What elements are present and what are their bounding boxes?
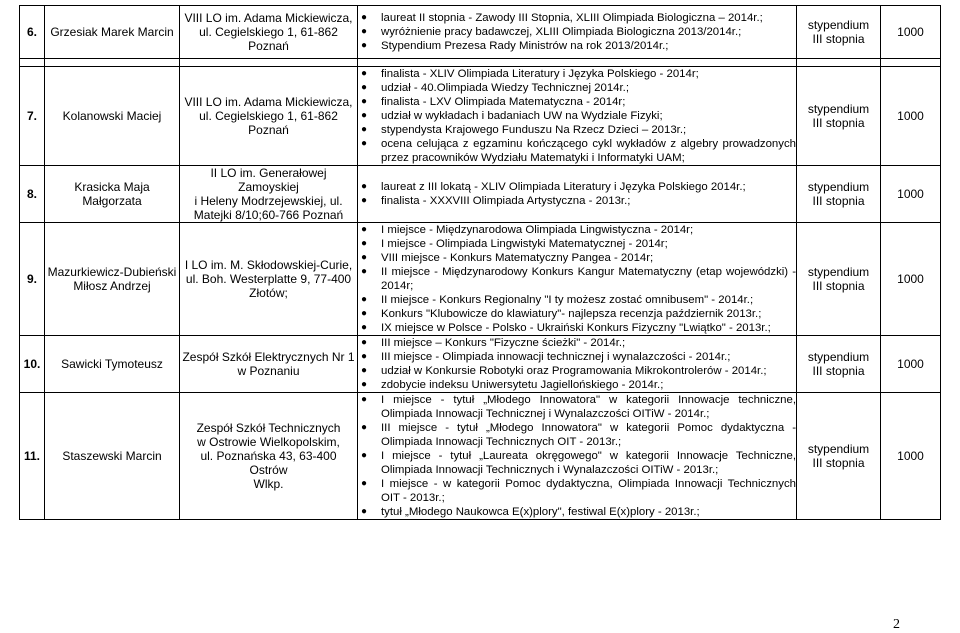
award-amount: 1000 — [881, 6, 941, 59]
list-item — [358, 378, 796, 392]
student-name: Mazurkiewicz-Dubieński Miłosz Andrzej — [45, 223, 180, 336]
list-item — [358, 336, 796, 350]
award-line: III stopnia — [812, 456, 865, 470]
award-line: stypendium — [807, 18, 870, 32]
achievement-text: ocena celująca z egzaminu kończącego cykl wykładów z algebry prowadzonych przez pracowników Wydziału Matematyki i Informatyki UAM; — [381, 138, 796, 164]
achievement-text: VIII miejsce - Konkurs Matematyczny Pangea - 2014r; — [381, 252, 654, 264]
row-number: 6. — [20, 6, 45, 59]
school-line: Złotów; — [249, 286, 288, 300]
list-item — [358, 477, 796, 505]
award-line: III stopnia — [812, 116, 865, 130]
bullet-icon: ● — [361, 68, 368, 79]
award-type — [797, 336, 881, 393]
school-line: VIII LO im. Adama Mickiewicza, — [184, 11, 353, 25]
list-item — [358, 237, 796, 251]
award-line: III stopnia — [812, 194, 865, 208]
award-type — [797, 393, 881, 520]
award-line: stypendium — [807, 265, 870, 279]
school-line: w Ostrowie Wielkopolskim, — [197, 435, 340, 449]
student-name: Krasicka Maja Małgorzata — [45, 166, 180, 223]
school-line: II LO im. Generałowej Zamoyskiej — [210, 166, 327, 194]
school-line: I LO im. M. Skłodowskiej-Curie, — [184, 258, 353, 272]
school-address — [180, 67, 358, 166]
table-row — [20, 6, 941, 59]
achievements-list — [358, 67, 796, 165]
bullet-icon: ● — [361, 351, 368, 362]
bullet-icon: ● — [361, 365, 368, 376]
list-item — [358, 505, 796, 519]
bullet-icon: ● — [361, 252, 368, 263]
list-item — [358, 393, 796, 421]
list-item — [358, 95, 796, 109]
spacer-cell — [180, 59, 358, 67]
achievement-text: udział - 40.Olimpiada Wiedzy Technicznej 2014r.; — [381, 82, 629, 94]
achievement-text: III miejsce - Olimpiada innowacji technicznej i wynalazczości - 2014r.; — [381, 351, 731, 363]
list-item — [358, 321, 796, 335]
bullet-icon: ● — [361, 478, 368, 489]
achievements-cell — [358, 393, 797, 520]
achievements-cell — [358, 6, 797, 59]
table-row — [20, 166, 941, 223]
achievement-text: Stypendium Prezesa Rady Ministrów na rok 2013/2014r.; — [381, 40, 669, 52]
bullet-icon: ● — [361, 26, 368, 37]
bullet-icon: ● — [361, 96, 368, 107]
achievements-cell — [358, 67, 797, 166]
achievements-list — [358, 11, 796, 53]
achievement-text: I miejsce - Olimpiada Lingwistyki Matematycznej - 2014r; — [381, 238, 668, 250]
list-item — [358, 251, 796, 265]
achievement-text: wyróżnienie pracy badawczej, XLIII Olimpiada Biologiczna 2013/2014r.; — [381, 26, 742, 38]
bullet-icon: ● — [361, 181, 368, 192]
achievement-text: finalista - LXV Olimpiada Matematyczna - 2014r; — [381, 96, 626, 108]
award-amount: 1000 — [881, 67, 941, 166]
school-line: i Heleny Modrzejewskiej, ul. — [194, 194, 343, 208]
bullet-icon: ● — [361, 224, 368, 235]
bullet-icon: ● — [361, 308, 368, 319]
list-item — [358, 67, 796, 81]
achievement-text: udział w wykładach i badaniach UW na Wydziale Fizyki; — [381, 110, 663, 122]
list-item — [358, 11, 796, 25]
achievement-text: I miejsce - tytuł „Laureata okręgowego" w kategorii Innowacje Techniczne, Olimpiada Innowacji Technicznych i Wynalazczości OITiW - 2013r.; — [381, 450, 796, 476]
bullet-icon: ● — [361, 266, 368, 277]
list-item — [358, 109, 796, 123]
bullet-icon: ● — [361, 40, 368, 51]
achievement-text: zdobycie indeksu Uniwersytetu Jagiellońskiego - 2014r.; — [381, 379, 664, 391]
bullet-icon: ● — [361, 195, 368, 206]
list-item — [358, 123, 796, 137]
achievements-list — [358, 393, 796, 519]
school-address — [180, 336, 358, 393]
spacer-cell — [797, 59, 881, 67]
list-item — [358, 307, 796, 321]
achievement-text: I miejsce - Międzynarodowa Olimpiada Lingwistyczna - 2014r; — [381, 224, 694, 236]
school-line: Poznań — [248, 39, 289, 53]
award-type — [797, 6, 881, 59]
school-line: ul. Cegielskiego 1, 61-862 — [199, 109, 338, 123]
list-item — [358, 449, 796, 477]
award-line: stypendium — [807, 102, 870, 116]
row-number: 7. — [20, 67, 45, 166]
table-row — [20, 393, 941, 520]
award-type — [797, 223, 881, 336]
award-amount: 1000 — [881, 166, 941, 223]
school-line: Zespół Szkół Elektrycznych Nr 1 — [182, 350, 355, 364]
bullet-icon: ● — [361, 138, 368, 149]
spacer-cell — [20, 59, 45, 67]
bullet-icon: ● — [361, 450, 368, 461]
achievements-list — [358, 223, 796, 335]
achievement-text: III miejsce - tytuł „Młodego Innowatora" w kategorii Pomoc dydaktyczna - Olimpiada Innowacji Technicznych OIT - 2013r.; — [381, 422, 796, 448]
school-address — [180, 6, 358, 59]
table-row — [20, 67, 941, 166]
achievement-text: I miejsce - w kategorii Pomoc dydaktyczna, Olimpiada Innowacji Technicznych OIT - 2013r.; — [381, 478, 796, 504]
scholarship-table — [19, 5, 941, 520]
list-item — [358, 350, 796, 364]
bullet-icon: ● — [361, 322, 368, 333]
table-row — [20, 336, 941, 393]
achievements-cell — [358, 223, 797, 336]
award-amount: 1000 — [881, 223, 941, 336]
table-body — [20, 6, 941, 520]
row-number: 9. — [20, 223, 45, 336]
school-address — [180, 223, 358, 336]
school-line: Matejki 8/10;60-766 Poznań — [193, 208, 344, 222]
bullet-icon: ● — [361, 124, 368, 135]
achievement-text: III miejsce – Konkurs "Fizyczne ścieżki" - 2014r.; — [381, 337, 626, 349]
achievements-list — [358, 336, 796, 392]
list-item — [358, 265, 796, 293]
school-line: Wlkp. — [253, 477, 284, 491]
bullet-icon: ● — [361, 82, 368, 93]
award-amount: 1000 — [881, 336, 941, 393]
list-item — [358, 39, 796, 53]
row-number: 8. — [20, 166, 45, 223]
award-line: III stopnia — [812, 32, 865, 46]
achievement-text: I miejsce - tytuł „Młodego Innowatora" w kategorii Innowacje techniczne, Olimpiada Innowacji Technicznej i Wynalazczości OITiW - 2014r.; — [381, 394, 796, 420]
scholarship-table-wrapper — [19, 5, 941, 520]
achievement-text: tytuł „Młodego Naukowca E(x)plory", festiwal E(x)plory - 2013r.; — [381, 506, 700, 518]
list-item — [358, 364, 796, 378]
school-line: ul. Boh. Westerplatte 9, 77-400 — [185, 272, 352, 286]
row-spacer — [20, 59, 941, 67]
school-line: VIII LO im. Adama Mickiewicza, — [184, 95, 353, 109]
bullet-icon: ● — [361, 379, 368, 390]
bullet-icon: ● — [361, 238, 368, 249]
achievement-text: finalista - XXXVIII Olimpiada Artystyczna - 2013r.; — [381, 195, 631, 207]
award-line: stypendium — [807, 350, 870, 364]
school-line: w Poznaniu — [237, 364, 300, 378]
bullet-icon: ● — [361, 394, 368, 405]
achievement-text: laureat z III lokatą - XLIV Olimpiada Literatury i Języka Polskiego 2014r.; — [381, 181, 746, 193]
bullet-icon: ● — [361, 422, 368, 433]
list-item — [358, 81, 796, 95]
award-line: III stopnia — [812, 279, 865, 293]
achievement-text: II miejsce - Międzynarodowy Konkurs Kangur Matematyczny (etap wojewódzki) - 2014r; — [381, 266, 796, 292]
achievement-text: laureat II stopnia - Zawody III Stopnia, XLIII Olimpiada Biologiczna – 2014r.; — [381, 12, 763, 24]
list-item — [358, 223, 796, 237]
list-item — [358, 25, 796, 39]
achievement-text: stypendysta Krajowego Funduszu Na Rzecz Dzieci – 2013r.; — [381, 124, 687, 136]
student-name: Sawicki Tymoteusz — [45, 336, 180, 393]
bullet-icon: ● — [361, 506, 368, 517]
award-line: stypendium — [807, 442, 870, 456]
list-item — [358, 421, 796, 449]
achievement-text: Konkurs "Klubowicze do klawiatury"- najlepsza recenzja październik 2013r.; — [381, 308, 762, 320]
achievement-text: IX miejsce w Polsce - Polsko - Ukraiński Konkurs Fizyczny "Lwiątko" - 2013r.; — [381, 322, 771, 334]
school-line: Poznań — [248, 123, 289, 137]
bullet-icon: ● — [361, 337, 368, 348]
award-amount: 1000 — [881, 393, 941, 520]
list-item — [358, 194, 796, 208]
student-name: Staszewski Marcin — [45, 393, 180, 520]
award-type — [797, 166, 881, 223]
student-name: Grzesiak Marek Marcin — [45, 6, 180, 59]
row-number: 11. — [20, 393, 45, 520]
table-row — [20, 223, 941, 336]
achievements-cell — [358, 336, 797, 393]
bullet-icon: ● — [361, 12, 368, 23]
award-line: stypendium — [807, 180, 870, 194]
school-line: ul. Poznańska 43, 63-400 Ostrów — [200, 449, 337, 477]
list-item — [358, 293, 796, 307]
bullet-icon: ● — [361, 110, 368, 121]
spacer-cell — [45, 59, 180, 67]
list-item — [358, 180, 796, 194]
achievements-list — [358, 180, 796, 208]
bullet-icon: ● — [361, 294, 368, 305]
achievement-text: II miejsce - Konkurs Regionalny "I ty możesz zostać omnibusem" - 2014r.; — [381, 294, 754, 306]
spacer-cell — [358, 59, 797, 67]
list-item — [358, 137, 796, 165]
student-name: Kolanowski Maciej — [45, 67, 180, 166]
achievement-text: finalista - XLIV Olimpiada Literatury i Języka Polskiego - 2014r; — [381, 68, 699, 80]
achievements-cell — [358, 166, 797, 223]
school-address — [180, 166, 358, 223]
award-type — [797, 67, 881, 166]
school-address — [180, 393, 358, 520]
spacer-cell — [881, 59, 941, 67]
school-line: Zespół Szkół Technicznych — [196, 421, 341, 435]
school-line: ul. Cegielskiego 1, 61-862 — [199, 25, 338, 39]
row-number: 10. — [20, 336, 45, 393]
achievement-text: udział w Konkursie Robotyki oraz Programowania Mikrokontrolerów - 2014r.; — [381, 365, 767, 377]
award-line: III stopnia — [812, 364, 865, 378]
page-number: 2 — [893, 617, 900, 632]
